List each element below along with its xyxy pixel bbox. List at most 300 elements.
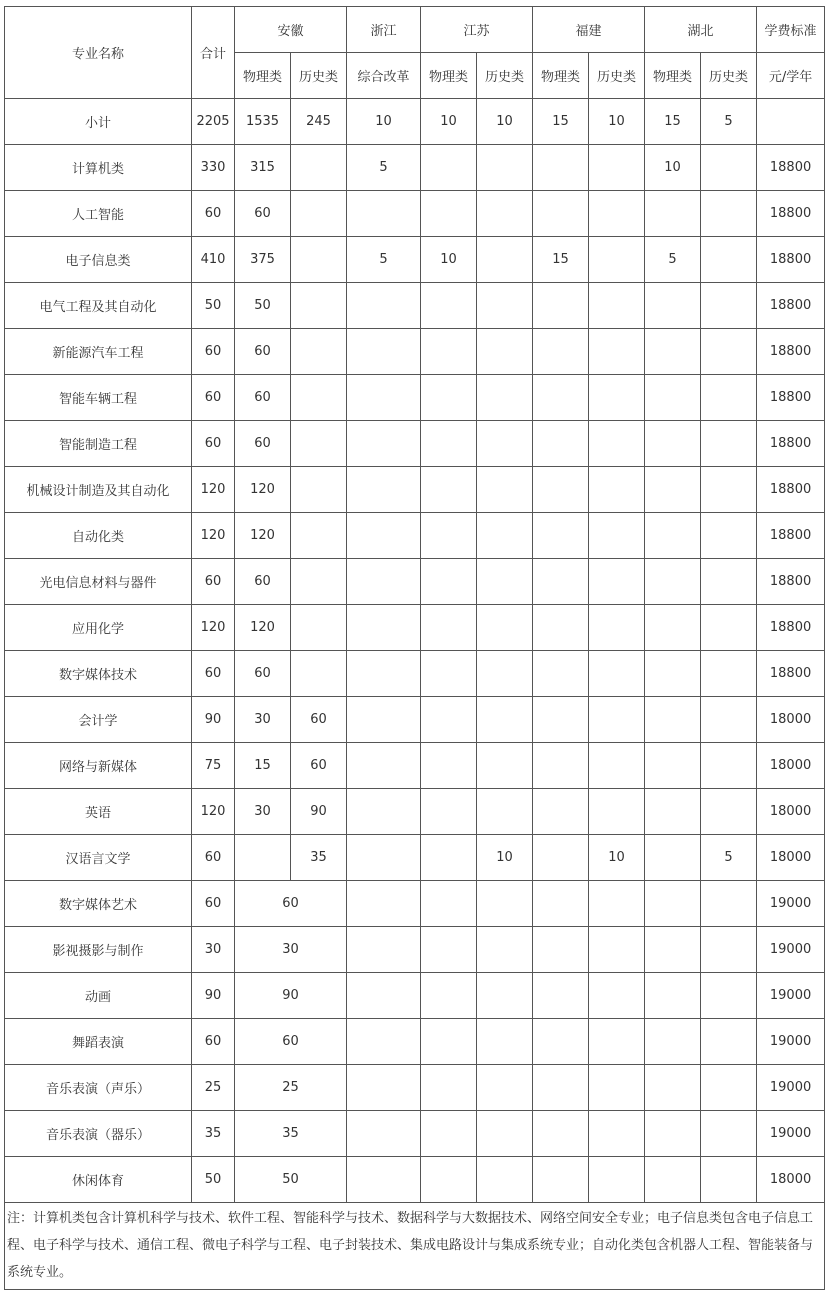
cell-name: 电气工程及其自动化 xyxy=(5,283,192,329)
cell-fj-hist xyxy=(589,559,645,605)
cell-empty xyxy=(589,973,645,1019)
header-sub-jiangsu-physics: 物理类 xyxy=(421,53,477,99)
note-row xyxy=(5,1203,825,1290)
cell-zj xyxy=(347,283,421,329)
cell-zj: 5 xyxy=(347,145,421,191)
cell-total: 75 xyxy=(192,743,235,789)
cell-name: 小计 xyxy=(5,99,192,145)
cell-hb-phys xyxy=(645,743,701,789)
table-row xyxy=(5,237,825,283)
cell-fee: 18000 xyxy=(757,789,825,835)
cell-total: 60 xyxy=(192,421,235,467)
header-sub-hubei-physics: 物理类 xyxy=(645,53,701,99)
cell-fj-hist xyxy=(589,375,645,421)
cell-ah-hist xyxy=(291,605,347,651)
cell-empty xyxy=(347,1157,421,1203)
cell-fee: 18800 xyxy=(757,375,825,421)
footnote: 注：计算机类包含计算机科学与技术、软件工程、智能科学与技术、数据科学与大数据技术、网络空间安全专业；电子信息类包含电子信息工程、电子科学与技术、通信工程、微电子科学与工程、电子封装技术、集成电路设计与集成系统专业；自动化类包含机器人工程、智能装备与系统专业。 xyxy=(5,1203,825,1290)
cell-fee: 18800 xyxy=(757,605,825,651)
cell-ah-hist xyxy=(291,651,347,697)
header-sub-fujian-history: 历史类 xyxy=(589,53,645,99)
cell-total: 50 xyxy=(192,1157,235,1203)
cell-total: 60 xyxy=(192,1019,235,1065)
cell-empty xyxy=(589,1019,645,1065)
cell-total: 120 xyxy=(192,467,235,513)
header-sub-anhui-history: 历史类 xyxy=(291,53,347,99)
cell-fee: 18800 xyxy=(757,513,825,559)
table-row xyxy=(5,1157,825,1203)
cell-fee: 18800 xyxy=(757,559,825,605)
cell-js-hist xyxy=(477,145,533,191)
cell-name: 音乐表演（声乐） xyxy=(5,1065,192,1111)
cell-fj-phys xyxy=(533,329,589,375)
table-row xyxy=(5,329,825,375)
cell-js-hist xyxy=(477,789,533,835)
header-sub-jiangsu-history: 历史类 xyxy=(477,53,533,99)
cell-total: 90 xyxy=(192,973,235,1019)
table-row xyxy=(5,605,825,651)
cell-zj xyxy=(347,743,421,789)
cell-hb-hist xyxy=(701,605,757,651)
table-row xyxy=(5,283,825,329)
cell-zj xyxy=(347,375,421,421)
cell-fj-phys xyxy=(533,283,589,329)
cell-empty xyxy=(589,1065,645,1111)
cell-empty xyxy=(645,881,701,927)
cell-js-phys xyxy=(421,283,477,329)
cell-total: 120 xyxy=(192,605,235,651)
cell-fee: 18800 xyxy=(757,329,825,375)
cell-ah-phys: 375 xyxy=(235,237,291,283)
cell-fj-phys xyxy=(533,421,589,467)
cell-empty xyxy=(477,927,533,973)
cell-js-hist xyxy=(477,605,533,651)
cell-total: 2205 xyxy=(192,99,235,145)
cell-js-phys xyxy=(421,513,477,559)
cell-ah-phys: 120 xyxy=(235,605,291,651)
cell-ah-phys: 60 xyxy=(235,375,291,421)
cell-empty xyxy=(589,927,645,973)
cell-fj-phys: 15 xyxy=(533,237,589,283)
cell-zj xyxy=(347,789,421,835)
cell-js-hist: 10 xyxy=(477,835,533,881)
cell-ah-phys: 120 xyxy=(235,467,291,513)
cell-hb-phys xyxy=(645,191,701,237)
header-province-jiangsu: 江苏 xyxy=(421,7,533,53)
cell-empty xyxy=(645,927,701,973)
table-row xyxy=(5,697,825,743)
cell-name: 汉语言文学 xyxy=(5,835,192,881)
cell-hb-hist xyxy=(701,145,757,191)
cell-total: 25 xyxy=(192,1065,235,1111)
cell-zj xyxy=(347,513,421,559)
header-sub-zhejiang-reform: 综合改革 xyxy=(347,53,421,99)
cell-name: 智能制造工程 xyxy=(5,421,192,467)
cell-empty xyxy=(533,1065,589,1111)
cell-fee xyxy=(757,99,825,145)
cell-fj-phys xyxy=(533,835,589,881)
cell-fee: 18800 xyxy=(757,145,825,191)
cell-fee: 19000 xyxy=(757,1111,825,1157)
cell-ah-phys: 120 xyxy=(235,513,291,559)
cell-hb-phys xyxy=(645,835,701,881)
cell-hb-phys xyxy=(645,605,701,651)
cell-fee: 18800 xyxy=(757,467,825,513)
cell-empty xyxy=(477,973,533,1019)
cell-name: 计算机类 xyxy=(5,145,192,191)
cell-name: 光电信息材料与器件 xyxy=(5,559,192,605)
cell-ah-merged: 25 xyxy=(235,1065,347,1111)
cell-hb-phys: 15 xyxy=(645,99,701,145)
cell-zj xyxy=(347,467,421,513)
cell-total: 60 xyxy=(192,559,235,605)
cell-name: 自动化类 xyxy=(5,513,192,559)
cell-empty xyxy=(589,881,645,927)
table-row xyxy=(5,375,825,421)
cell-fj-phys xyxy=(533,145,589,191)
table-row xyxy=(5,1019,825,1065)
cell-zj: 5 xyxy=(347,237,421,283)
header-fee: 学费标准 xyxy=(757,7,825,53)
cell-name: 网络与新媒体 xyxy=(5,743,192,789)
cell-empty xyxy=(347,881,421,927)
cell-fee: 18800 xyxy=(757,283,825,329)
cell-fj-hist xyxy=(589,191,645,237)
cell-js-hist xyxy=(477,513,533,559)
cell-hb-hist xyxy=(701,697,757,743)
cell-fj-phys xyxy=(533,559,589,605)
cell-js-hist xyxy=(477,237,533,283)
header-province-hubei: 湖北 xyxy=(645,7,757,53)
cell-js-hist xyxy=(477,329,533,375)
header-row-provinces xyxy=(5,7,825,53)
cell-empty xyxy=(589,1111,645,1157)
cell-ah-phys: 15 xyxy=(235,743,291,789)
cell-empty xyxy=(477,1157,533,1203)
cell-ah-hist xyxy=(291,467,347,513)
cell-hb-phys: 10 xyxy=(645,145,701,191)
cell-hb-hist xyxy=(701,191,757,237)
cell-js-phys xyxy=(421,375,477,421)
cell-ah-hist: 245 xyxy=(291,99,347,145)
cell-fj-hist xyxy=(589,697,645,743)
cell-empty xyxy=(645,1111,701,1157)
cell-fj-phys xyxy=(533,513,589,559)
cell-hb-hist xyxy=(701,513,757,559)
cell-name: 影视摄影与制作 xyxy=(5,927,192,973)
cell-hb-phys xyxy=(645,651,701,697)
cell-fj-hist: 10 xyxy=(589,99,645,145)
cell-js-phys xyxy=(421,559,477,605)
cell-name: 机械设计制造及其自动化 xyxy=(5,467,192,513)
cell-ah-hist xyxy=(291,283,347,329)
cell-js-hist: 10 xyxy=(477,99,533,145)
cell-empty xyxy=(421,973,477,1019)
cell-empty xyxy=(533,973,589,1019)
cell-fee: 18800 xyxy=(757,191,825,237)
cell-name: 英语 xyxy=(5,789,192,835)
cell-hb-hist xyxy=(701,329,757,375)
cell-fj-phys xyxy=(533,605,589,651)
table-row xyxy=(5,651,825,697)
cell-js-phys xyxy=(421,467,477,513)
cell-empty xyxy=(701,1065,757,1111)
cell-js-phys: 10 xyxy=(421,99,477,145)
cell-zj xyxy=(347,559,421,605)
cell-fj-hist xyxy=(589,421,645,467)
cell-fj-phys xyxy=(533,651,589,697)
cell-empty xyxy=(347,1111,421,1157)
cell-empty xyxy=(645,973,701,1019)
cell-name: 音乐表演（器乐） xyxy=(5,1111,192,1157)
cell-empty xyxy=(701,927,757,973)
cell-name: 数字媒体艺术 xyxy=(5,881,192,927)
cell-hb-hist xyxy=(701,421,757,467)
cell-ah-hist: 60 xyxy=(291,697,347,743)
cell-name: 新能源汽车工程 xyxy=(5,329,192,375)
cell-fj-hist xyxy=(589,513,645,559)
cell-empty xyxy=(477,881,533,927)
cell-empty xyxy=(477,1111,533,1157)
cell-empty xyxy=(645,1157,701,1203)
cell-ah-hist: 60 xyxy=(291,743,347,789)
cell-fj-phys xyxy=(533,743,589,789)
table-row xyxy=(5,927,825,973)
cell-empty xyxy=(533,1157,589,1203)
cell-ah-hist xyxy=(291,329,347,375)
cell-total: 35 xyxy=(192,1111,235,1157)
header-province-fujian: 福建 xyxy=(533,7,645,53)
cell-total: 60 xyxy=(192,191,235,237)
cell-hb-phys xyxy=(645,697,701,743)
cell-total: 60 xyxy=(192,651,235,697)
cell-ah-merged: 50 xyxy=(235,1157,347,1203)
cell-total: 60 xyxy=(192,835,235,881)
cell-name: 数字媒体技术 xyxy=(5,651,192,697)
cell-ah-hist xyxy=(291,375,347,421)
cell-ah-phys xyxy=(235,835,291,881)
cell-total: 30 xyxy=(192,927,235,973)
cell-js-hist xyxy=(477,375,533,421)
cell-hb-phys xyxy=(645,513,701,559)
cell-js-phys xyxy=(421,651,477,697)
cell-ah-phys: 30 xyxy=(235,789,291,835)
cell-fj-hist xyxy=(589,789,645,835)
cell-fj-hist xyxy=(589,329,645,375)
cell-fj-hist xyxy=(589,743,645,789)
cell-empty xyxy=(645,1019,701,1065)
cell-empty xyxy=(347,973,421,1019)
cell-name: 应用化学 xyxy=(5,605,192,651)
cell-total: 60 xyxy=(192,329,235,375)
cell-zj: 10 xyxy=(347,99,421,145)
cell-ah-phys: 60 xyxy=(235,421,291,467)
cell-zj xyxy=(347,651,421,697)
header-province-zhejiang: 浙江 xyxy=(347,7,421,53)
cell-fj-hist xyxy=(589,237,645,283)
cell-empty xyxy=(589,1157,645,1203)
cell-js-phys xyxy=(421,835,477,881)
cell-js-phys xyxy=(421,421,477,467)
cell-fj-hist xyxy=(589,145,645,191)
cell-ah-merged: 60 xyxy=(235,881,347,927)
cell-zj xyxy=(347,421,421,467)
cell-empty xyxy=(347,927,421,973)
table-row xyxy=(5,881,825,927)
cell-empty xyxy=(477,1065,533,1111)
cell-ah-hist: 35 xyxy=(291,835,347,881)
cell-ah-phys: 50 xyxy=(235,283,291,329)
cell-empty xyxy=(701,881,757,927)
cell-ah-phys: 315 xyxy=(235,145,291,191)
cell-empty xyxy=(533,1019,589,1065)
header-sub-hubei-history: 历史类 xyxy=(701,53,757,99)
cell-empty xyxy=(701,1019,757,1065)
cell-js-phys xyxy=(421,789,477,835)
cell-ah-hist xyxy=(291,191,347,237)
cell-js-phys xyxy=(421,743,477,789)
table-row xyxy=(5,835,825,881)
cell-hb-hist xyxy=(701,237,757,283)
cell-hb-hist: 5 xyxy=(701,835,757,881)
cell-total: 50 xyxy=(192,283,235,329)
cell-fj-hist xyxy=(589,605,645,651)
cell-empty xyxy=(421,1065,477,1111)
cell-fj-phys: 15 xyxy=(533,99,589,145)
cell-fee: 18800 xyxy=(757,237,825,283)
cell-name: 动画 xyxy=(5,973,192,1019)
cell-total: 120 xyxy=(192,789,235,835)
cell-empty xyxy=(477,1019,533,1065)
enrollment-plan-table xyxy=(4,6,825,1290)
cell-js-phys xyxy=(421,191,477,237)
cell-fj-phys xyxy=(533,789,589,835)
cell-name: 电子信息类 xyxy=(5,237,192,283)
cell-fj-hist xyxy=(589,467,645,513)
cell-js-hist xyxy=(477,283,533,329)
cell-ah-merged: 35 xyxy=(235,1111,347,1157)
cell-js-hist xyxy=(477,559,533,605)
table-row xyxy=(5,191,825,237)
cell-fee: 18000 xyxy=(757,835,825,881)
cell-fj-phys xyxy=(533,697,589,743)
cell-zj xyxy=(347,697,421,743)
table-row xyxy=(5,1111,825,1157)
cell-empty xyxy=(421,1019,477,1065)
cell-ah-merged: 90 xyxy=(235,973,347,1019)
cell-fee: 19000 xyxy=(757,1065,825,1111)
cell-hb-hist xyxy=(701,283,757,329)
cell-fee: 19000 xyxy=(757,927,825,973)
cell-ah-phys: 60 xyxy=(235,191,291,237)
cell-total: 330 xyxy=(192,145,235,191)
cell-fee: 18000 xyxy=(757,743,825,789)
cell-js-phys: 10 xyxy=(421,237,477,283)
header-total: 合计 xyxy=(192,7,235,99)
cell-fj-phys xyxy=(533,375,589,421)
cell-ah-phys: 60 xyxy=(235,559,291,605)
cell-js-phys xyxy=(421,329,477,375)
cell-js-hist xyxy=(477,421,533,467)
cell-name: 智能车辆工程 xyxy=(5,375,192,421)
table-row xyxy=(5,421,825,467)
cell-ah-phys: 1535 xyxy=(235,99,291,145)
cell-fee: 18000 xyxy=(757,697,825,743)
cell-fj-phys xyxy=(533,467,589,513)
cell-empty xyxy=(701,1111,757,1157)
cell-ah-phys: 60 xyxy=(235,651,291,697)
cell-js-phys xyxy=(421,697,477,743)
table-row xyxy=(5,743,825,789)
cell-hb-phys xyxy=(645,789,701,835)
cell-hb-hist xyxy=(701,651,757,697)
cell-fee: 19000 xyxy=(757,1019,825,1065)
cell-total: 60 xyxy=(192,375,235,421)
cell-fj-hist xyxy=(589,283,645,329)
cell-js-phys xyxy=(421,145,477,191)
cell-hb-phys xyxy=(645,375,701,421)
cell-ah-hist xyxy=(291,513,347,559)
cell-fj-hist xyxy=(589,651,645,697)
cell-js-hist xyxy=(477,743,533,789)
cell-total: 90 xyxy=(192,697,235,743)
cell-empty xyxy=(645,1065,701,1111)
table-row xyxy=(5,145,825,191)
cell-empty xyxy=(421,1111,477,1157)
cell-empty xyxy=(701,973,757,1019)
cell-zj xyxy=(347,329,421,375)
table-row xyxy=(5,789,825,835)
cell-fee: 19000 xyxy=(757,881,825,927)
cell-hb-phys xyxy=(645,421,701,467)
cell-js-hist xyxy=(477,467,533,513)
cell-ah-merged: 60 xyxy=(235,1019,347,1065)
cell-hb-phys xyxy=(645,329,701,375)
cell-hb-hist xyxy=(701,559,757,605)
header-province-anhui: 安徽 xyxy=(235,7,347,53)
cell-hb-hist: 5 xyxy=(701,99,757,145)
cell-zj xyxy=(347,835,421,881)
cell-zj xyxy=(347,605,421,651)
cell-hb-hist xyxy=(701,375,757,421)
table-row xyxy=(5,973,825,1019)
cell-hb-phys xyxy=(645,559,701,605)
cell-empty xyxy=(421,1157,477,1203)
cell-fee: 19000 xyxy=(757,973,825,1019)
header-sub-anhui-physics: 物理类 xyxy=(235,53,291,99)
cell-name: 会计学 xyxy=(5,697,192,743)
header-major-name: 专业名称 xyxy=(5,7,192,99)
table-row xyxy=(5,99,825,145)
table-row xyxy=(5,513,825,559)
cell-empty xyxy=(421,927,477,973)
cell-js-hist xyxy=(477,697,533,743)
cell-empty xyxy=(533,881,589,927)
cell-hb-phys xyxy=(645,283,701,329)
cell-ah-hist xyxy=(291,421,347,467)
cell-zj xyxy=(347,191,421,237)
cell-total: 410 xyxy=(192,237,235,283)
cell-js-phys xyxy=(421,605,477,651)
table-row xyxy=(5,559,825,605)
cell-empty xyxy=(533,1111,589,1157)
cell-name: 舞蹈表演 xyxy=(5,1019,192,1065)
cell-total: 60 xyxy=(192,881,235,927)
cell-ah-hist xyxy=(291,145,347,191)
table-row xyxy=(5,1065,825,1111)
cell-hb-hist xyxy=(701,789,757,835)
cell-fj-hist: 10 xyxy=(589,835,645,881)
